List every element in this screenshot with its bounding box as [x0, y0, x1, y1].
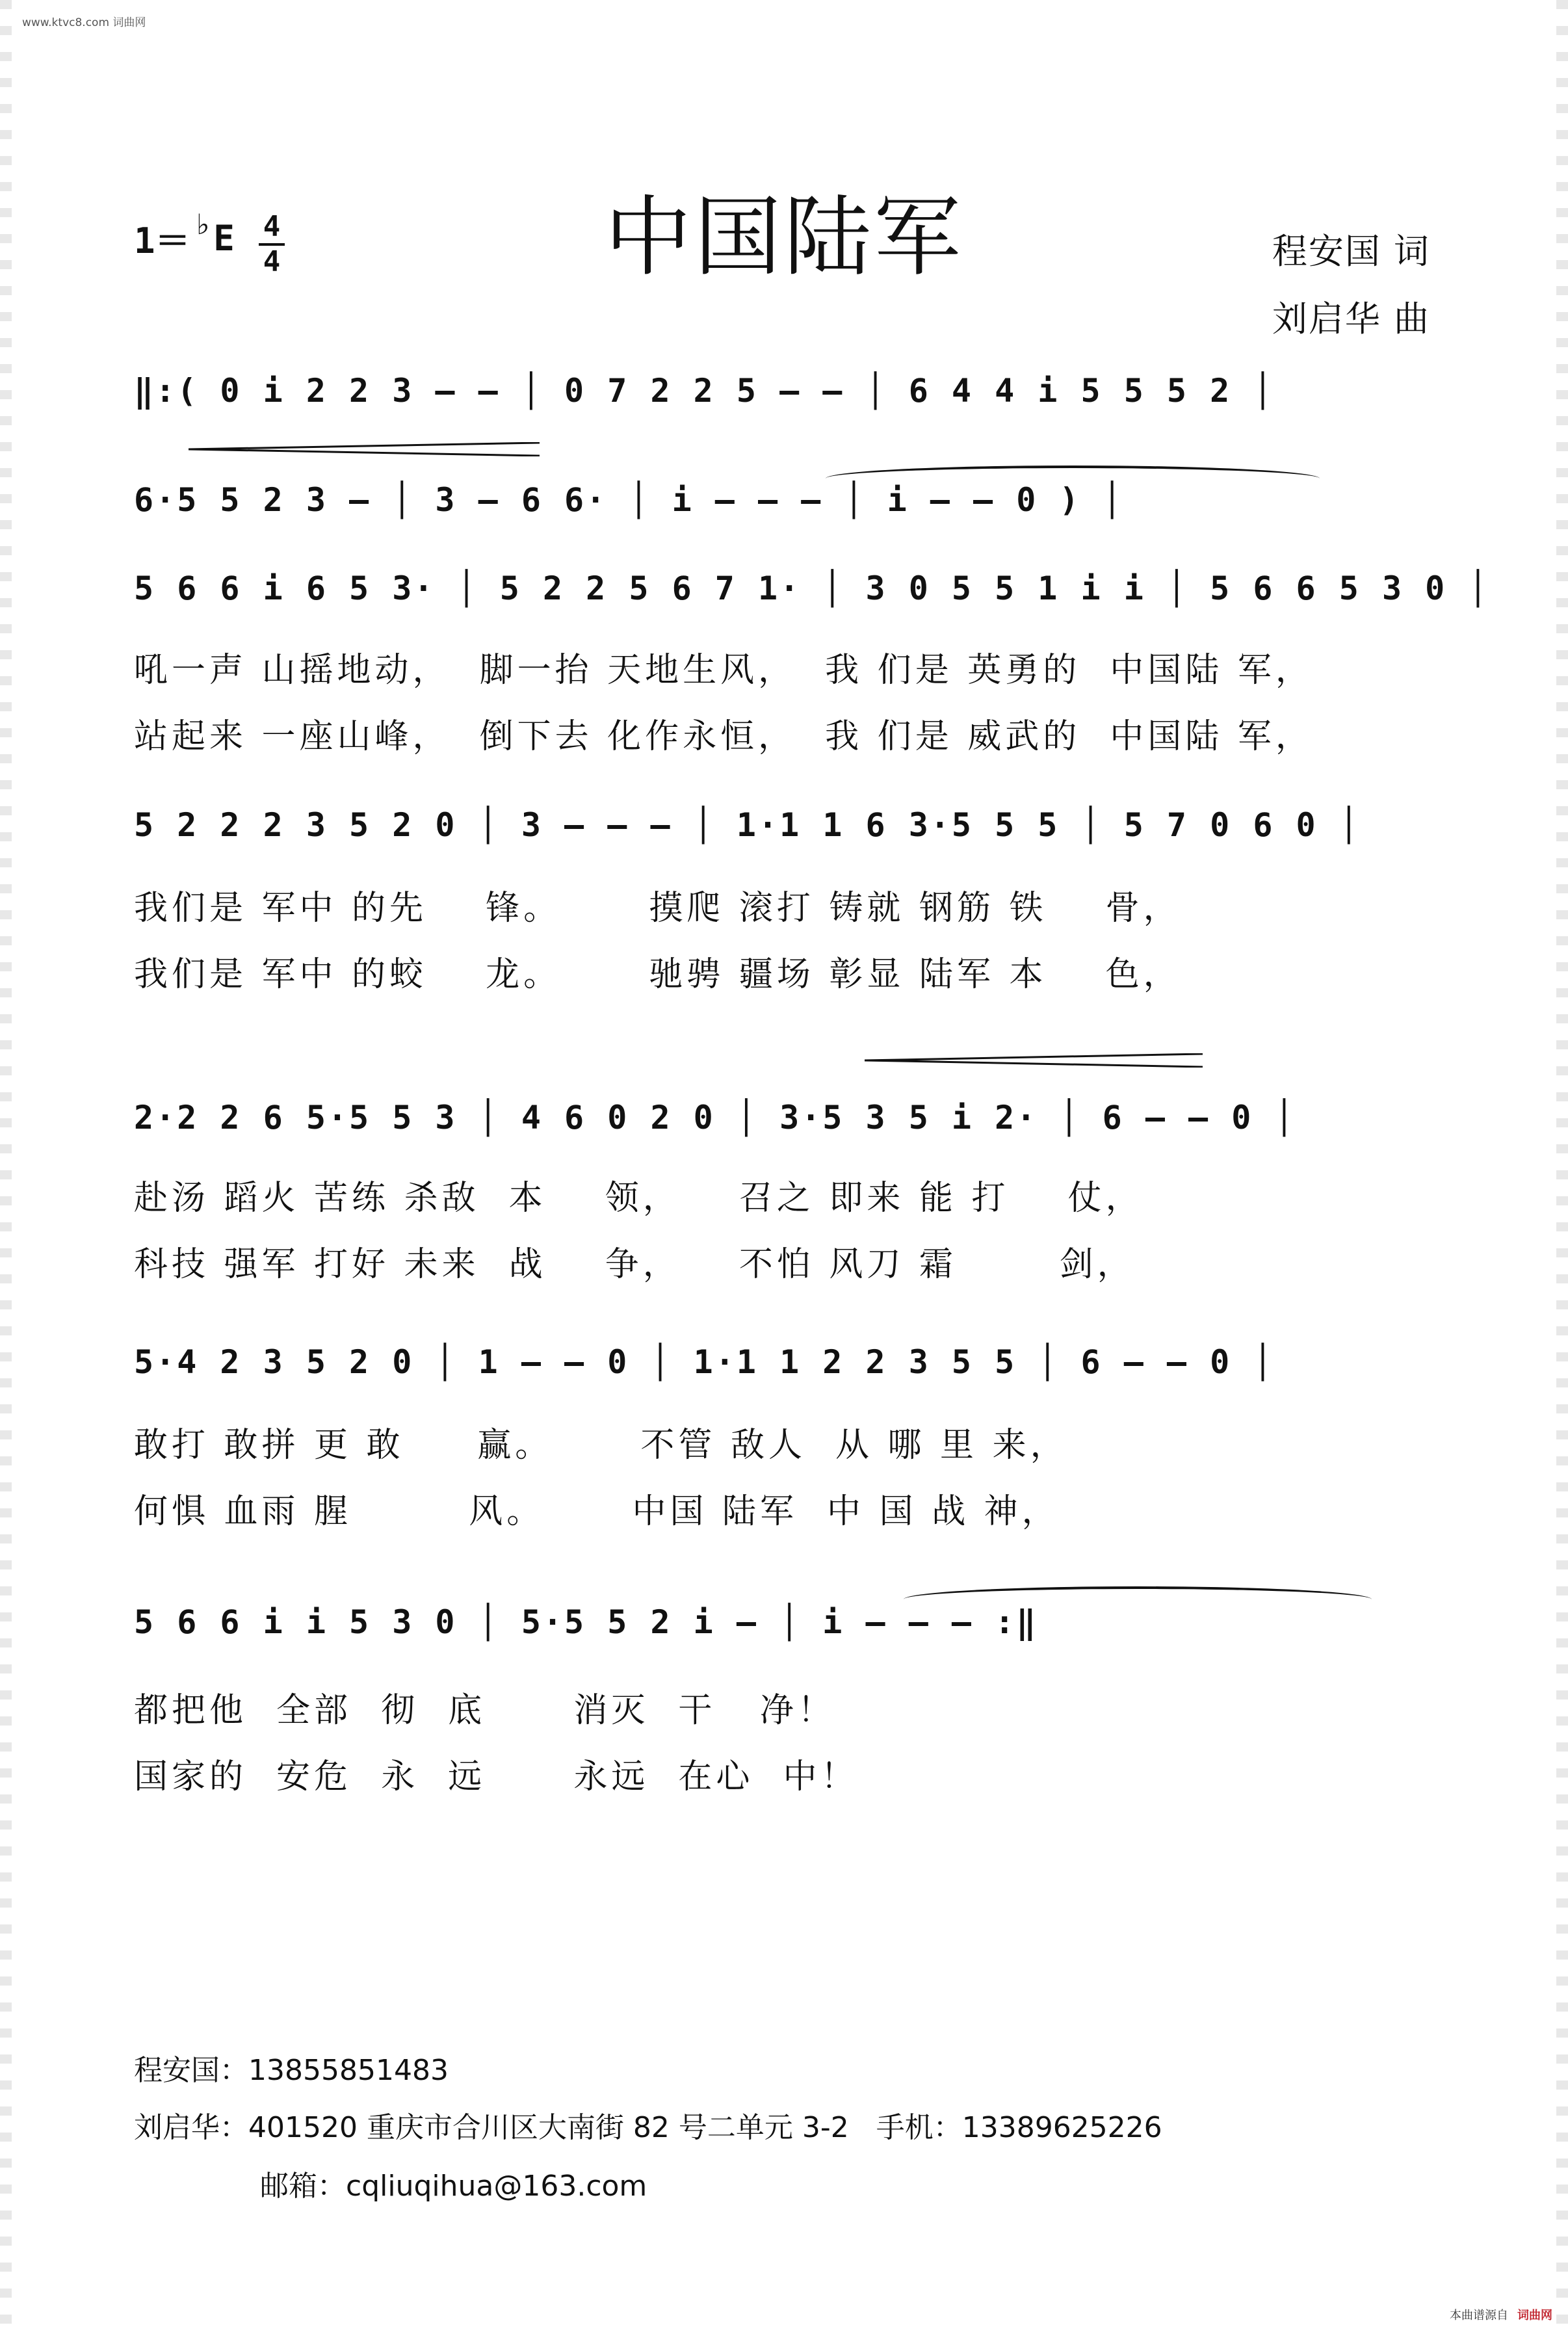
lyrics-line-6-verse-1: 敢打 敢拼 更 敢 赢。 不管 敌人 从 哪 里 来，: [134, 1426, 1068, 1465]
lyrics-line-4-verse-1: 我们是 军中 的先 锋。 摸爬 滚打 铸就 钢筋 铁 骨，: [134, 889, 1181, 928]
lyrics-line-3-verse-1: 吼一声 山摇地动， 脚一抬 天地生风， 我 们是 英勇的 中国陆 军，: [134, 651, 1313, 690]
site-url[interactable]: www.ktvc8.com: [22, 16, 109, 29]
footer-source-label: 本曲谱源自: [1450, 2309, 1508, 2322]
time-signature: [259, 212, 285, 277]
right-margin-strip: [1556, 0, 1568, 2336]
key-signature: [134, 206, 235, 263]
lyrics-line-7-verse-1: 都把他 全部 彻 底 消灭 干 净！: [134, 1691, 835, 1730]
lyrics-line-5-verse-1: 赴汤 蹈火 苦练 杀敌 本 领， 召之 即来 能 打 仗，: [134, 1179, 1143, 1218]
notation-line-6: 5·4 2 3 5 2 0 │ 1 – – 0 │ 1·1 1 2 2 3 5 5 │ 6 – – 0 │: [134, 1343, 1275, 1381]
flat-icon: ♭: [194, 206, 213, 242]
key-prefix: 1＝: [134, 220, 190, 261]
notation-line-7: 5 6 6 i i 5 3 0 │ 5·5 5 2 i – │ i – – – :‖: [134, 1603, 1038, 1641]
key-note: E: [213, 218, 235, 259]
song-title: 中国陆军: [604, 186, 963, 288]
site-header: [22, 13, 146, 29]
site-name: 词曲网: [112, 16, 146, 29]
composer-credit: 刘启华 曲: [1272, 298, 1430, 339]
lyrics-line-7-verse-2: 国家的 安危 永 远 永远 在心 中！: [134, 1757, 859, 1796]
composer-email[interactable]: 邮箱：cqliuqihua@163.com: [260, 2170, 647, 2203]
lyrics-line-5-verse-2: 科技 强军 打好 未来 战 争， 不怕 风刀 霜 剑，: [134, 1245, 1135, 1284]
lyrics-line-3-verse-2: 站起来 一座山峰， 倒下去 化作永恒， 我 们是 威武的 中国陆 军，: [134, 717, 1313, 756]
time-numerator: 4: [263, 210, 281, 243]
lyricist-credit: 程安国 词: [1272, 231, 1430, 272]
footer-source-badge[interactable]: [1450, 2306, 1552, 2323]
left-margin-strip: [0, 0, 12, 2336]
lyrics-line-4-verse-2: 我们是 军中 的蛟 龙。 驰骋 疆场 彰显 陆军 本 色，: [134, 955, 1181, 994]
lyricist-contact: 程安国：13855851483: [134, 2054, 449, 2087]
notation-line-5: 2·2 2 6 5·5 5 3 │ 4 6 0 2 0 │ 3·5 3 5 i 2· │ 6 – – 0 │: [134, 1099, 1296, 1136]
crescendo-hairpin: [189, 442, 540, 456]
notation-line-3: 5 6 6 i 6 5 3· │ 5 2 2 5 6 7 1· │ 3 0 5 5 1 i i │ 5 6 6 5 3 0 │: [134, 570, 1490, 607]
notation-line-2: 6·5 5 2 3 – │ 3 – 6 6· │ i – – – │ i – – 0 ) │: [134, 481, 1124, 519]
decrescendo-hairpin: [865, 1053, 1203, 1068]
footer-brand: 词曲网: [1517, 2309, 1552, 2322]
notation-line-1: ‖:( 0 i 2 2 3 – – │ 0 7 2 2 5 – – │ 6 4 4 i 5 5 5 2 │: [134, 372, 1275, 410]
composer-contact: 刘启华：401520 重庆市合川区大南街 82 号二单元 3-2 手机：13389625226: [134, 2111, 1162, 2144]
tie-slur: [904, 1586, 1372, 1599]
notation-line-4: 5 2 2 2 3 5 2 0 │ 3 – – – │ 1·1 1 6 3·5 5 5 │ 5 7 0 6 0 │: [134, 806, 1361, 844]
lyrics-line-6-verse-2: 何惧 血雨 腥 风。 中国 陆军 中 国 战 神，: [134, 1492, 1060, 1531]
time-denominator: 4: [263, 245, 281, 278]
tie-slur: [826, 466, 1320, 479]
